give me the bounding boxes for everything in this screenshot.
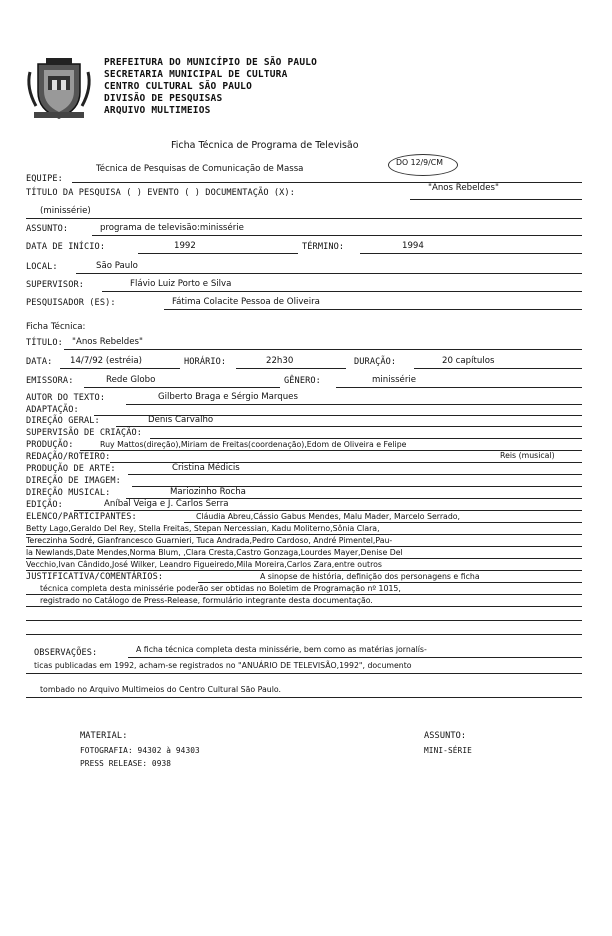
autor-value: Gilberto Braga e Sérgio Marques	[158, 392, 298, 402]
elenco-line-3: Tereczinha Sodré, Gianfrancesco Guarnieri, Tuca Andrada,Pedro Cardoso, André Pimentel,Pau-	[26, 536, 393, 545]
supervisao-label: SUPERVISÃO DE CRIAÇÃO:	[26, 428, 143, 438]
header-line-5: ARQUIVO MULTIMEIOS	[104, 105, 211, 116]
local-label: LOCAL:	[26, 262, 58, 272]
producao-arte-label: PRODUÇÃO DE ARTE:	[26, 464, 116, 474]
genero-value: minissérie	[372, 375, 417, 385]
emissora-value: Rede Globo	[106, 375, 156, 385]
material-label: MATERIAL:	[80, 731, 128, 741]
data-label: DATA:	[26, 357, 53, 367]
justificativa-line-3: registrado no Catálogo de Press-Release, formulário integrante desta documentação.	[40, 596, 373, 605]
justificativa-line-1: A sinopse de história, definição dos personagens e ficha	[260, 572, 480, 581]
producao-value: Ruy Mattos(direção),Miriam de Freitas(coordenação),Edom de Oliveira e Felipe	[100, 440, 407, 449]
assunto-final-value: MINI-SÉRIE	[424, 746, 472, 755]
header-line-2: SECRETARIA MUNICIPAL DE CULTURA	[104, 69, 288, 80]
termino-label: TÉRMINO:	[302, 242, 345, 252]
direcao-musical-label: DIREÇÃO MUSICAL:	[26, 488, 111, 498]
assunto-label: ASSUNTO:	[26, 224, 69, 234]
producao-arte-value: Cristina Médicis	[172, 463, 240, 473]
assunto-value: programa de televisão:minissérie	[100, 223, 244, 233]
observacoes-line-1: A ficha técnica completa desta minissérie, bem como as matérias jornalís-	[136, 645, 427, 654]
observacoes-line-2: ticas publicadas em 1992, acham-se registrados no "ANUÁRIO DE TELEVISÃO,1992", documento	[34, 661, 412, 670]
header-line-3: CENTRO CULTURAL SÃO PAULO	[104, 81, 252, 92]
data-value: 14/7/92 (estréia)	[70, 356, 142, 366]
direcao-geral-label: DIREÇÃO GERAL:	[26, 416, 100, 426]
equipe-value: Técnica de Pesquisas de Comunicação de Massa	[96, 164, 304, 174]
horario-value: 22h30	[266, 356, 294, 366]
data-inicio-label: DATA DE INÍCIO:	[26, 242, 106, 252]
observacoes-label: OBSERVAÇÕES:	[34, 648, 98, 658]
header-line-1: PREFEITURA DO MUNICÍPIO DE SÃO PAULO	[104, 57, 318, 68]
duracao-value: 20 capítulos	[442, 356, 495, 366]
titulo-pesquisa-value: "Anos Rebeldes"	[428, 183, 499, 193]
data-inicio-value: 1992	[174, 241, 196, 251]
adaptacao-label: ADAPTAÇÃO:	[26, 405, 79, 415]
pesquisador-value: Fátima Colacite Pessoa de Oliveira	[172, 297, 320, 307]
justificativa-line-2: técnica completa desta minissérie poderão ser obtidas no Boletim de Programação nº 1015,	[40, 584, 401, 593]
elenco-label: ELENCO/PARTICIPANTES:	[26, 512, 137, 522]
elenco-line-2: Betty Lago,Geraldo Del Rey, Stella Freitas, Stepan Nercessian, Kadu Moliterno,Sônia Clara,	[26, 524, 380, 533]
equipe-label: EQUIPE:	[26, 174, 63, 184]
producao-label: PRODUÇÃO:	[26, 440, 74, 450]
city-crest-icon	[24, 58, 94, 120]
edicao-value: Aníbal Veiga e J. Carlos Serra	[104, 499, 229, 509]
assunto-final-label: ASSUNTO:	[424, 731, 467, 741]
page-title: Ficha Técnica de Programa de Televisão	[171, 140, 359, 151]
producao-cont: Reis (musical)	[500, 451, 555, 460]
ficha-heading: Ficha Técnica:	[26, 322, 86, 332]
supervisor-value: Flávio Luiz Porto e Silva	[130, 279, 232, 289]
termino-value: 1994	[402, 241, 424, 251]
material-fotografia: FOTOGRAFIA: 94302 à 94303	[80, 746, 200, 755]
titulo-pesquisa-cont: (minissérie)	[40, 206, 91, 216]
titulo-label: TÍTULO:	[26, 338, 63, 348]
elenco-line-5: Vecchio,Ivan Cândido,José Wilker, Leandro Figueiredo,Mila Moreira,Carlos Zara,entre outros	[26, 560, 382, 569]
titulo-value: "Anos Rebeldes"	[72, 337, 143, 347]
local-value: São Paulo	[96, 261, 138, 271]
edicao-label: EDIÇÃO:	[26, 500, 63, 510]
elenco-line-1: Cláudia Abreu,Cássio Gabus Mendes, Malu Mader, Marcelo Serrado,	[196, 512, 461, 521]
genero-label: GÊNERO:	[284, 376, 321, 386]
horario-label: HORÁRIO:	[184, 357, 227, 367]
direcao-geral-value: Denis Carvalho	[148, 415, 214, 425]
elenco-line-4: la Newlands,Date Mendes,Norma Blum, ,Clara Cresta,Castro Gonzaga,Lourdes Mayer,Denise Del	[26, 548, 403, 557]
duracao-label: DURAÇÃO:	[354, 357, 397, 367]
supervisor-label: SUPERVISOR:	[26, 280, 85, 290]
material-press: PRESS RELEASE: 0938	[80, 759, 172, 768]
emissora-label: EMISSORA:	[26, 376, 74, 386]
header-line-4: DIVISÃO DE PESQUISAS	[104, 93, 223, 104]
direcao-musical-value: Mariozinho Rocha	[170, 487, 246, 497]
justificativa-label: JUSTIFICATIVA/COMENTÁRIOS:	[26, 572, 164, 582]
pesquisador-label: PESQUISADOR (ES):	[26, 298, 116, 308]
stamp-text: DO 12/9/CM	[396, 158, 443, 167]
redacao-label: REDAÇÃO/ROTEIRO:	[26, 452, 111, 462]
titulo-pesquisa-label: TÍTULO DA PESQUISA ( ) EVENTO ( ) DOCUMENTAÇÃO (X):	[26, 188, 295, 198]
autor-label: AUTOR DO TEXTO:	[26, 393, 106, 403]
direcao-imagem-label: DIREÇÃO DE IMAGEM:	[26, 476, 121, 486]
observacoes-line-3: tombado no Arquivo Multimeios do Centro Cultural São Paulo.	[40, 685, 282, 694]
